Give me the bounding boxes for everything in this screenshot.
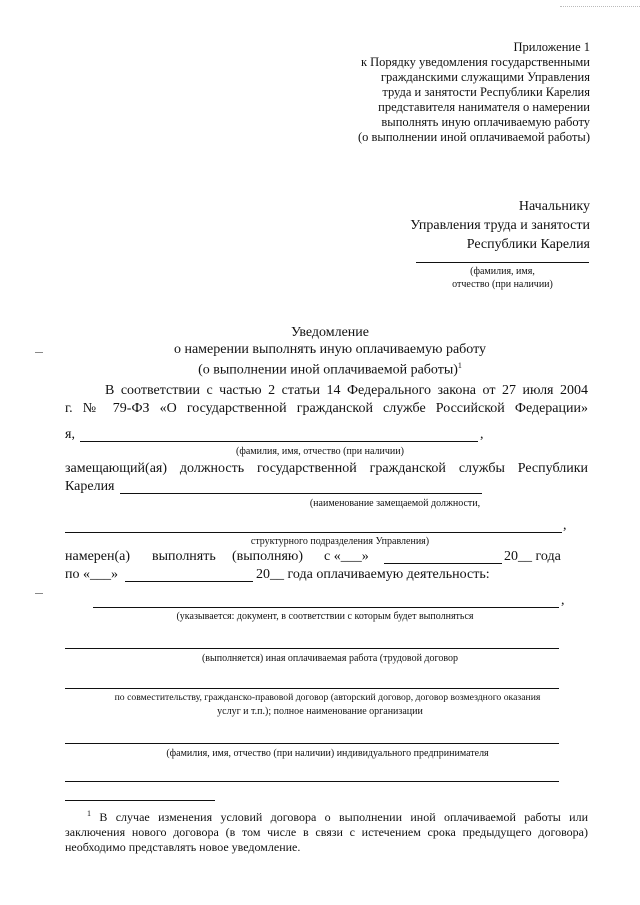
document-field[interactable]: [93, 607, 559, 608]
footnote-text: В случае изменения условий договора о выполнении иной оплачиваемой работы или заключения нового договора (в том числе в связи с истечением срока предыдущего договора) необходимо представлять новое уведомление.: [65, 810, 588, 854]
annex-line: гражданскими служащими Управления: [380, 70, 590, 84]
organization-field[interactable]: [65, 743, 559, 744]
addressee-line: Начальнику: [518, 199, 590, 214]
karelia-label: Карелия: [65, 479, 115, 494]
comma: ,: [480, 427, 484, 442]
annex-line: труда и занятости Республики Карелия: [382, 85, 590, 99]
hint-document: (указывается: документ, в соответствии с которым будет выполняться: [176, 611, 474, 622]
para-line-2: г. № 79-ФЗ «О государственной гражданской службе Российской Федерации»: [65, 401, 588, 416]
annex-header: [300, 40, 590, 145]
margin-mark: [35, 593, 43, 594]
unit-field[interactable]: [65, 532, 562, 533]
hint-fio: (фамилия, имя, отчество (при наличии): [236, 446, 404, 457]
annex-line: выполнять иную оплачиваемую работу: [381, 115, 590, 129]
addressee-block: [330, 197, 590, 254]
ya-label: я,: [65, 427, 75, 442]
end-month-field[interactable]: [125, 581, 253, 582]
addressee-hint-2: отчество (при наличии): [452, 279, 553, 290]
comma: ,: [561, 593, 565, 608]
hint-unit: структурного подразделения Управления): [250, 536, 430, 547]
footnote-mark: 1: [87, 809, 91, 818]
intend-word-3: (выполняю): [232, 549, 304, 564]
footnote-separator: [65, 800, 215, 801]
title-line-3-text: (о выполнении иной оплачиваемой работы): [198, 362, 458, 378]
comma: ,: [563, 518, 567, 533]
entrepreneur-field[interactable]: [65, 781, 559, 782]
addressee-name-field[interactable]: [416, 262, 589, 263]
fio-field[interactable]: [80, 441, 478, 442]
margin-mark: [35, 352, 43, 353]
start-month-field[interactable]: [384, 563, 502, 564]
document-title: [80, 325, 580, 379]
addressee-line: Республики Карелия: [466, 237, 590, 252]
title-line-1: Уведомление: [290, 325, 369, 340]
hint-entrepreneur: (фамилия, имя, отчество (при наличии) индивидуального предпринимателя: [166, 748, 489, 759]
annex-line: (о выполнении иной оплачиваемой работы): [357, 130, 590, 144]
addressee-hint-1: (фамилия, имя,: [470, 266, 535, 277]
position-field[interactable]: [120, 493, 482, 494]
scan-mark: [560, 0, 640, 7]
hint-position: (наименование замещаемой должности,: [309, 498, 481, 509]
annex-line: Приложение 1: [513, 40, 590, 54]
para-line-1: В соответствии с частью 2 статьи 14 Федерального закона от 27 июля 2004: [105, 383, 588, 398]
hint-contract-2: услуг и т.п.); полное наименование организации: [217, 706, 423, 717]
work-field[interactable]: [65, 648, 559, 649]
intend-word-2: выполнять: [152, 549, 216, 564]
title-line-3: [80, 358, 580, 379]
hint-contract-1: по совместительству, гражданско-правовой договор (авторский договор, договор возмездного оказания: [114, 692, 541, 703]
contract-field[interactable]: [65, 688, 559, 689]
end-day-field[interactable]: по «___»: [65, 567, 118, 582]
start-day-field[interactable]: с «___»: [324, 549, 369, 564]
addressee-line: Управления труда и занятости: [410, 218, 590, 233]
start-year-field[interactable]: 20__ года: [504, 549, 561, 564]
intend-word-1: намерен(а): [65, 549, 131, 564]
end-year-activity: 20__ года оплачиваемую деятельность:: [256, 567, 490, 582]
footnote-reference: 1: [457, 361, 462, 370]
position-line: замещающий(ая) должность государственной гражданской службы Республики: [65, 461, 588, 476]
footnote: [65, 806, 588, 855]
annex-line: к Порядку уведомления государственными: [360, 55, 590, 69]
title-line-2: о намерении выполнять иную оплачиваемую работу: [173, 341, 487, 357]
hint-work: (выполняется) иная оплачиваемая работа (трудовой договор: [201, 653, 459, 664]
annex-line: представителя нанимателя о намерении: [378, 100, 590, 114]
